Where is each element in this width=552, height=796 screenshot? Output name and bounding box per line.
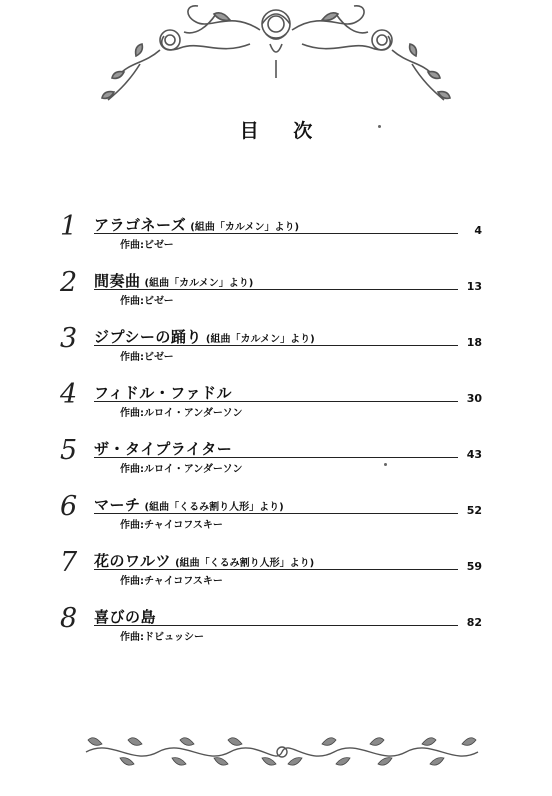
entry-rule: [94, 233, 458, 234]
toc-entry-1[interactable]: [60, 212, 492, 260]
entry-subtitle: (組曲「くるみ割り人形」より): [175, 558, 315, 569]
entry-subtitle: (組曲「カルメン」より): [205, 334, 315, 345]
entry-rule: [94, 289, 458, 290]
entry-rule: [94, 513, 458, 514]
entry-page: 13: [466, 280, 482, 293]
entry-number: 3: [60, 323, 78, 354]
toc-entry-2[interactable]: [60, 268, 492, 316]
entry-composer: 作曲:チャイコフスキー: [120, 576, 223, 587]
entry-page: 4: [474, 224, 482, 237]
entry-rule: [94, 457, 458, 458]
entry-page: 18: [466, 336, 482, 349]
vine-border-icon: [82, 728, 482, 774]
entry-rule: [94, 345, 458, 346]
toc-entry-8[interactable]: [60, 604, 492, 652]
entry-number: 5: [60, 435, 78, 466]
entry-subtitle: (組曲「くるみ割り人形」より): [144, 502, 284, 513]
toc-entry-5[interactable]: [60, 436, 492, 484]
toc-entry-3[interactable]: [60, 324, 492, 372]
entry-title: ジプシーの踊り: [94, 328, 202, 346]
entry-number: 7: [60, 547, 78, 578]
entry-title: 間奏曲: [94, 272, 141, 290]
entry-composer: 作曲:ドビュッシー: [120, 632, 204, 643]
entry-composer: 作曲:ビゼー: [120, 296, 174, 307]
entry-rule: [94, 401, 458, 402]
entry-rule: [94, 569, 458, 570]
entry-title: マーチ: [94, 496, 141, 514]
entry-composer: 作曲:ビゼー: [120, 240, 174, 251]
scan-speck: [378, 125, 381, 128]
entry-page: 43: [466, 448, 482, 461]
entry-number: 2: [60, 267, 78, 298]
entry-page: 52: [466, 504, 482, 517]
scan-speck: [384, 463, 387, 466]
toc-entry-6[interactable]: [60, 492, 492, 540]
entry-number: 8: [60, 603, 78, 634]
toc-entry-7[interactable]: [60, 548, 492, 596]
entry-title: アラゴネーズ: [94, 216, 187, 234]
entry-composer: 作曲:ビゼー: [120, 352, 174, 363]
entry-composer: 作曲:ルロイ・アンダーソン: [120, 408, 243, 419]
entry-composer: 作曲:チャイコフスキー: [120, 520, 223, 531]
entry-number: 1: [60, 211, 78, 242]
entry-rule: [94, 625, 458, 626]
page-title: 目 次: [239, 120, 327, 142]
entry-title: 喜びの島: [94, 608, 157, 626]
entry-number: 4: [60, 379, 78, 410]
entry-composer: 作曲:ルロイ・アンダーソン: [120, 464, 243, 475]
entry-title: フィドル・ファドル: [94, 384, 233, 402]
entry-subtitle: (組曲「カルメン」より): [144, 278, 254, 289]
entry-number: 6: [60, 491, 78, 522]
entry-page: 30: [466, 392, 482, 405]
entry-page: 82: [466, 616, 482, 629]
toc-entry-4[interactable]: [60, 380, 492, 428]
entry-title: 花のワルツ: [94, 552, 172, 570]
entry-subtitle: (組曲「カルメン」より): [190, 222, 300, 233]
entry-title: ザ・タイプライター: [94, 440, 233, 458]
entry-page: 59: [466, 560, 482, 573]
